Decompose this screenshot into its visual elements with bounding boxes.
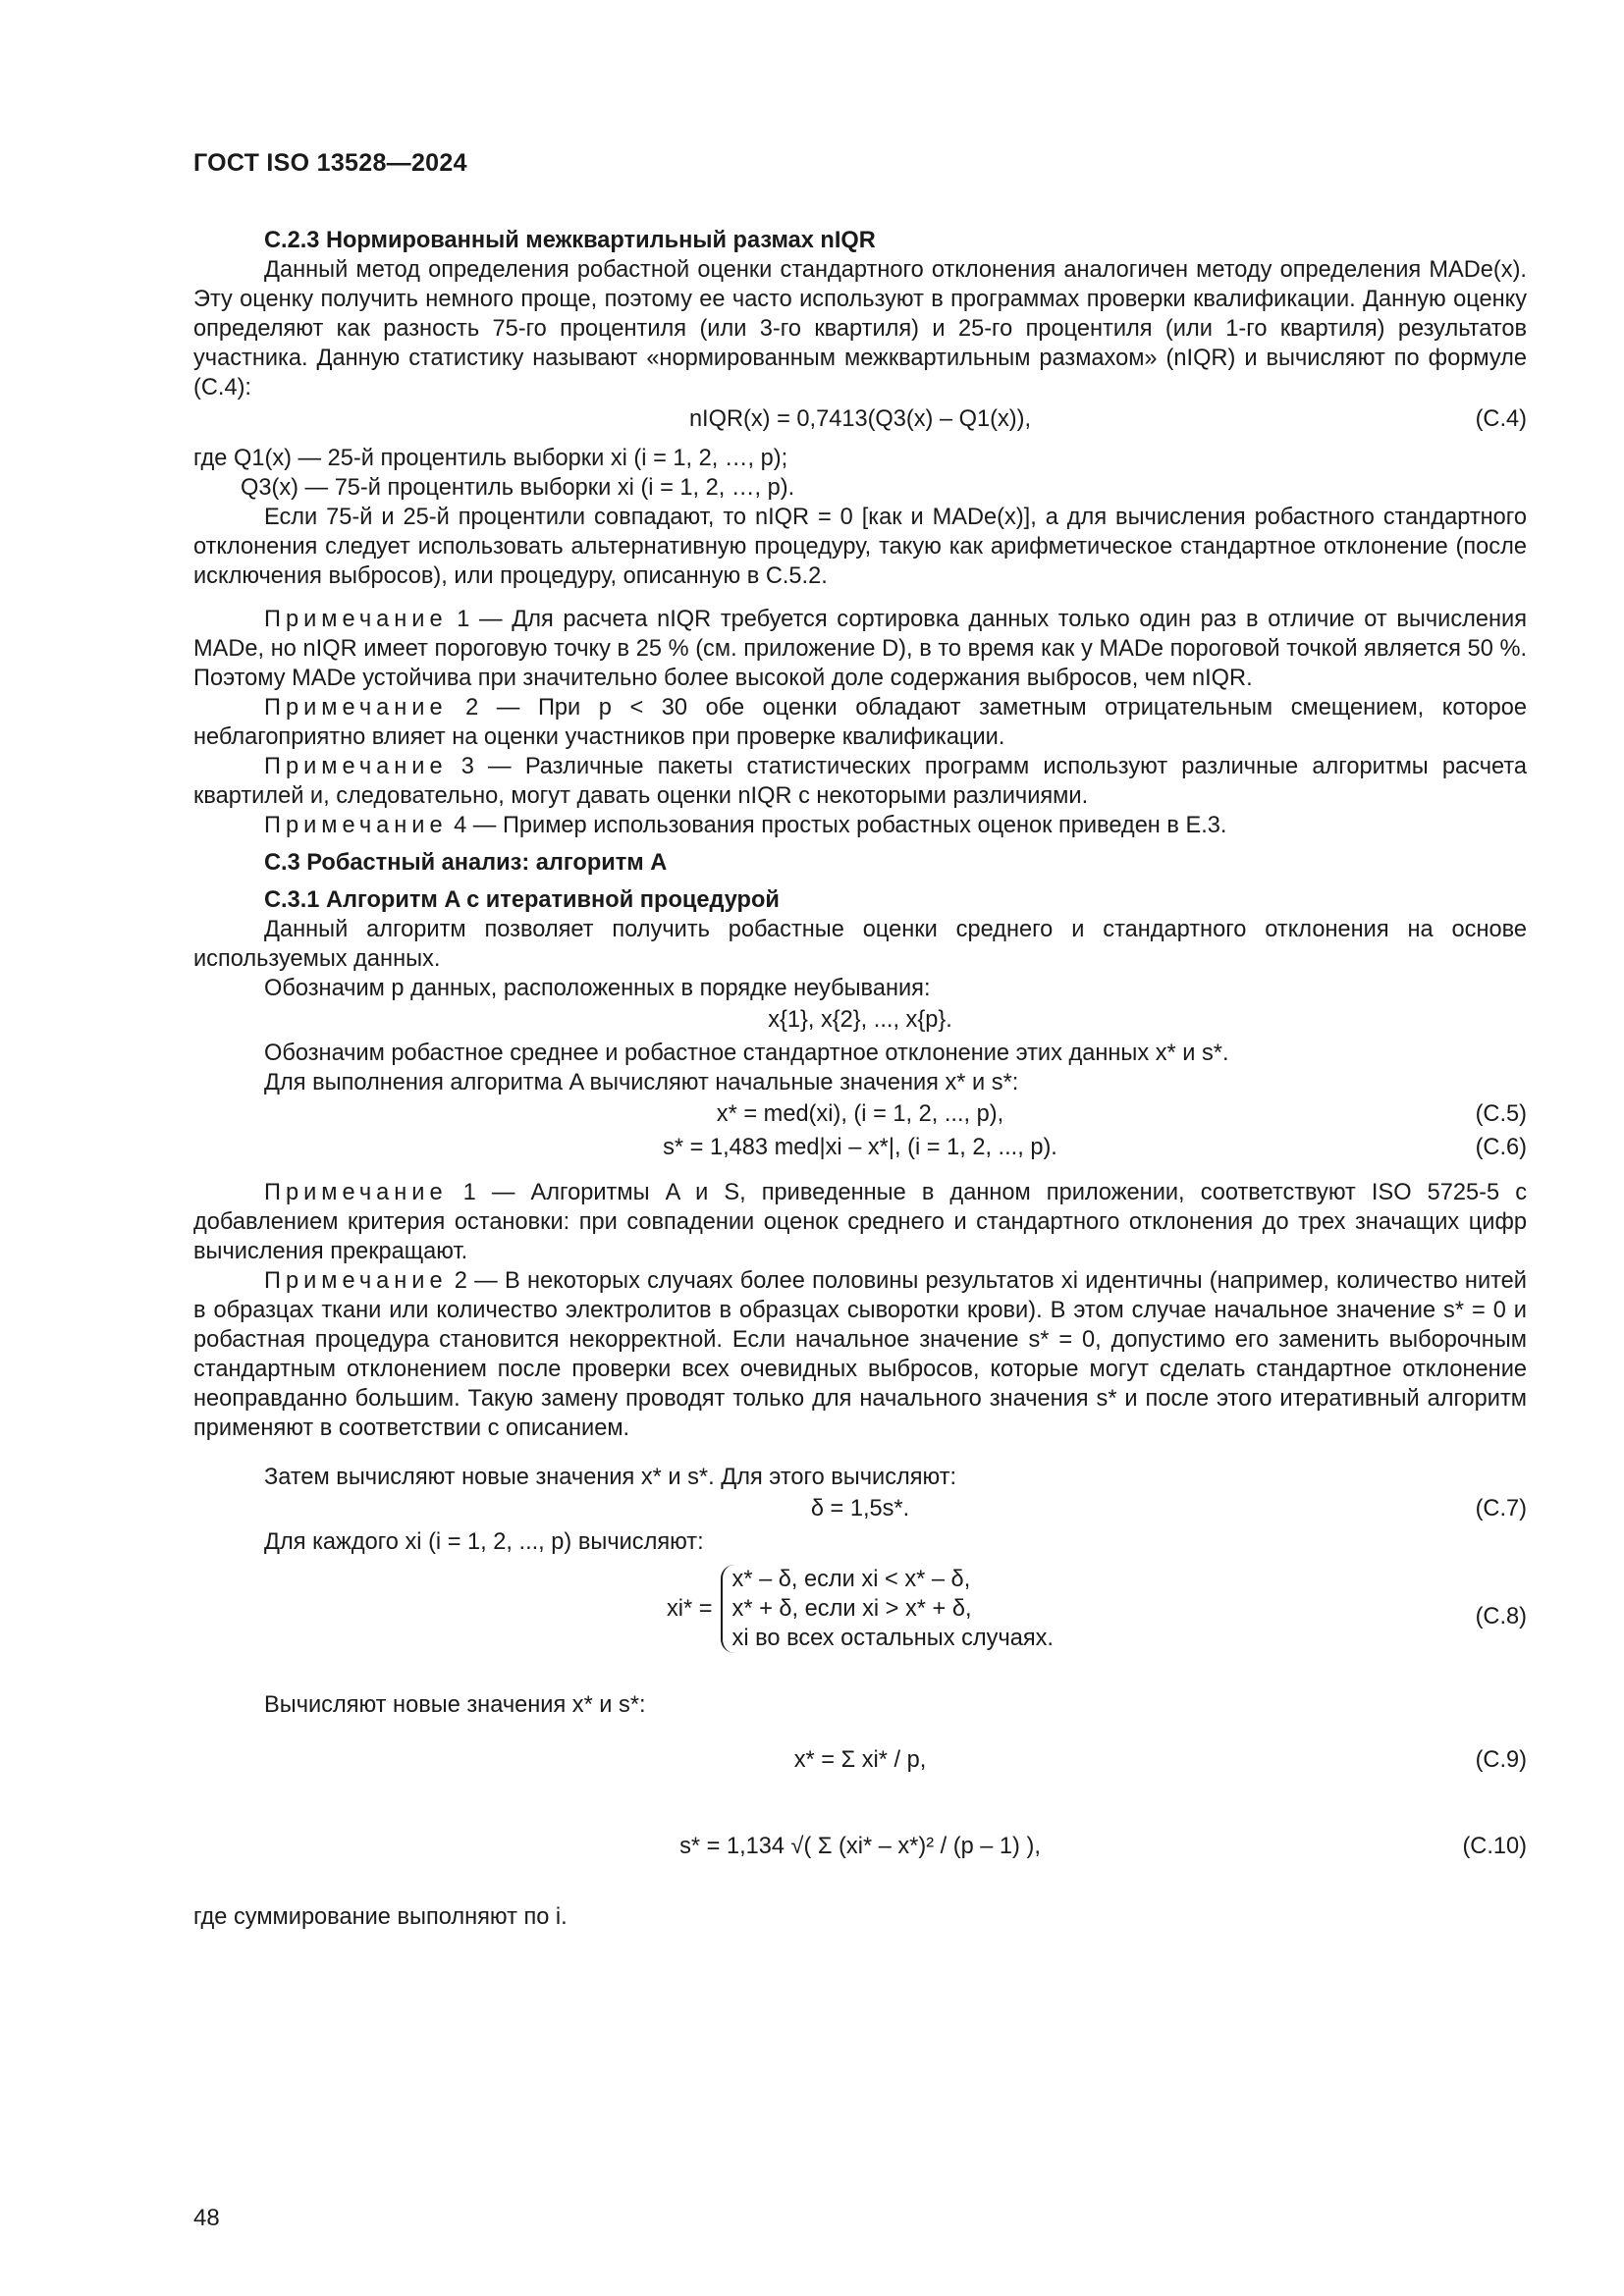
paragraph: Данный алгоритм позволяет получить робастные оценки среднего и стандартного отклонения на основе используемых данных. — [193, 917, 1527, 972]
note — [193, 1266, 1527, 1443]
equation-formula: x* = Σ xi* / p, — [793, 1747, 927, 1773]
note — [193, 605, 1527, 693]
note-text: 1 — Алгоритмы A и S, приведенные в данном приложении, соответствуют ISO 5725-5 с добавлением критерия остановки: при совпадении оценок среднего и стандартного отклонения до трех значащих цифр вычисления прекращают. — [193, 1180, 1527, 1264]
equation-ordered-data — [193, 1005, 1527, 1037]
note-label: Примечание — [264, 1268, 448, 1294]
paragraph: Если 75-й и 25-й процентили совпадают, то nIQR = 0 [как и MADe(x)], а для вычисления робастного стандартного отклонения следует использовать альтернативную процедуру, такую как арифметическое стандартное отклонение (после исключения выбросов), или процедуру, описанную в С.5.2. — [193, 505, 1527, 589]
document-header: ГОСТ ISO 13528—2024 — [193, 149, 467, 177]
equation-number: (С.4) — [1475, 406, 1527, 432]
paragraph: где суммирование выполняют по i. — [193, 1904, 568, 1930]
equation-number: (С.6) — [1475, 1135, 1527, 1160]
equation-formula: s* = 1,134 √( Σ (xi* – x*)² / (p – 1) ), — [679, 1834, 1041, 1859]
note-text: 2 — В некоторых случаях более половины результатов xi идентичны (например, количество нитей в образцах ткани или количество электролитов в образцах сыворотки крови). В этом случае начальное значение s* = 0 и робастная процедура становится некорректной. Если начальное значение s* = 0, допустимо его заменить выборочным стандартным отклонением после проверки всех очевидных выбросов, которые могут сделать стандартное отклонение неоправданно большим. Такую замену проводят только для начального значения s* и после этого итеративный алгоритм применяют в соответствии с описанием. — [193, 1268, 1527, 1441]
note-text: 2 — При p < 30 обе оценки обладают заметным отрицательным смещением, которое неблагоприятно влияет на оценки участников при проверке квалификации. — [193, 695, 1527, 750]
paragraph: Обозначим p данных, расположенных в порядке неубывания: — [264, 976, 931, 1001]
section-c3-heading: С.3 Робастный анализ: алгоритм A — [264, 850, 668, 876]
paragraph: Для выполнения алгоритма A вычисляют начальные значения x* и s*: — [264, 1070, 1019, 1095]
equation-number: (С.5) — [1475, 1101, 1527, 1127]
equation-number: (С.7) — [1475, 1496, 1527, 1522]
equation-c4 — [193, 404, 1527, 436]
note-label: Примечание — [264, 607, 448, 632]
equation-c8 — [193, 1559, 1527, 1677]
note — [193, 811, 1527, 840]
note-label: Примечание — [264, 754, 448, 779]
equation-cases — [721, 1565, 1054, 1653]
equation-c6 — [193, 1133, 1527, 1164]
note-text: 3 — Различные пакеты статистических программ используют различные алгоритмы расчета квартилей и, следовательно, могут давать оценки nIQR с некоторыми различиями. — [193, 754, 1527, 809]
note-text: 1 — Для расчета nIQR требуется сортировка данных только один раз в отличие от вычисления MADe, но nIQR имеет пороговую точку в 25 % (см. приложение D), в то время как у MADe пороговой точкой является 50 %. Поэтому MADe устойчива при значительно более высокой доле содержания выбросов, чем nIQR. — [193, 607, 1527, 691]
where-clause: где Q1(x) — 25-й процентиль выборки xi (i = 1, 2, …, p); — [193, 446, 788, 471]
equation-formula — [193, 1565, 1527, 1653]
equation-lhs: xi* = — [666, 1596, 713, 1622]
paragraph: Затем вычисляют новые значения x* и s*. Для этого вычисляют: — [264, 1465, 957, 1490]
page-number: 48 — [193, 2205, 220, 2231]
note — [193, 1178, 1527, 1266]
equation-case: x* + δ, если xi > x* + δ, — [731, 1596, 972, 1622]
equation-case: xi во всех остальных случаях. — [731, 1626, 1054, 1651]
section-c31-heading: С.3.1 Алгоритм A с итеративной процедурой — [264, 887, 780, 913]
paragraph: Обозначим робастное среднее и робастное стандартное отклонение этих данных x* и s*. — [264, 1041, 1229, 1066]
note-label: Примечание — [264, 695, 448, 721]
equation-number: (С.10) — [1462, 1834, 1527, 1859]
paragraph: Данный метод определения робастной оценки стандартного отклонения аналогичен методу определения MADe(x). Эту оценку получить немного проще, поэтому ее часто используют в программах проверки квалификации. Данную оценку определяют как разность 75-го процентиля (или 3-го квартиля) и 25-го процентиля (или 1-го квартиля) результатов участника. Данную статистику называют «нормированным межквартильным размахом» (nIQR) и вычисляют по формуле (С.4): — [193, 257, 1527, 400]
equation-formula: δ = 1,5s*. — [810, 1496, 910, 1522]
note — [193, 752, 1527, 811]
equation-formula: s* = 1,483 med|xi – x*|, (i = 1, 2, ..., p). — [663, 1135, 1057, 1160]
equation-number: (С.9) — [1475, 1747, 1527, 1773]
equation-c10 — [193, 1806, 1527, 1895]
equation-number: (С.8) — [1475, 1604, 1527, 1629]
note-label: Примечание — [264, 813, 448, 838]
page-content — [193, 226, 1527, 1932]
equation-c5 — [193, 1099, 1527, 1131]
paragraph: Для каждого xi (i = 1, 2, ..., p) вычисляют: — [264, 1529, 704, 1555]
paragraph: Вычисляют новые значения x* и s*: — [264, 1692, 646, 1718]
equation-formula: x* = med(xi), (i = 1, 2, ..., p), — [716, 1101, 1004, 1127]
section-c23-heading: С.2.3 Нормированный межквартильный размах nIQR — [264, 228, 876, 253]
equation-c9 — [193, 1722, 1527, 1804]
equation-formula: nIQR(x) = 0,7413(Q3(x) – Q1(x)), — [688, 406, 1032, 432]
where-clause: Q3(x) — 75-й процентиль выборки xi (i = 1, 2, …, p). — [241, 475, 795, 501]
note-text: 4 — Пример использования простых робастных оценок приведен в Е.3. — [447, 813, 1227, 838]
equation-formula: x{1}, x{2}, ..., x{p}. — [768, 1007, 952, 1033]
equation-c7 — [193, 1494, 1527, 1525]
note-label: Примечание — [264, 1180, 448, 1205]
equation-case: x* – δ, если xi < x* – δ, — [731, 1567, 971, 1592]
note — [193, 693, 1527, 752]
